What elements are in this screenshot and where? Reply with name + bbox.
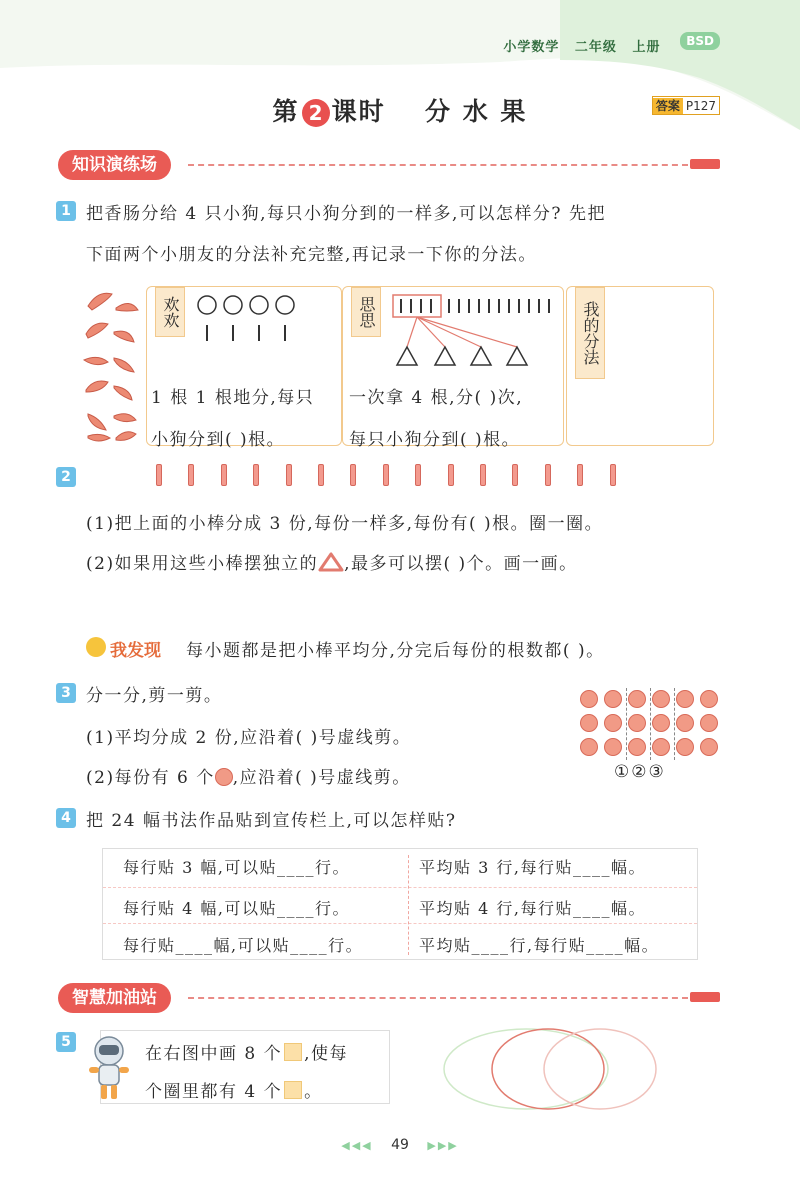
cut-line-1 xyxy=(626,688,627,760)
candy-icon xyxy=(580,690,598,708)
overlapping-circles-diagram[interactable] xyxy=(436,1024,676,1114)
triangle-icon xyxy=(318,552,344,572)
pencil-icon xyxy=(690,992,720,1002)
panel-my-method[interactable] xyxy=(566,286,714,446)
q4-row1-right: 平均贴 3 行,每行贴____幅。 xyxy=(419,858,646,877)
candy-icon xyxy=(700,738,718,756)
candy-icon xyxy=(652,690,670,708)
huanhuan-line1: 1 根 1 根地分,每只 xyxy=(151,388,315,408)
candy-icon xyxy=(628,690,646,708)
q4-row2-right: 平均贴 4 行,每行贴____幅。 xyxy=(419,899,646,918)
page-number: 49 xyxy=(391,1137,409,1153)
q2-part2: (2)如果用这些小棒摆独立的 ,最多可以摆( )个。画一画。 xyxy=(86,554,578,574)
candy-grid xyxy=(578,688,724,764)
q3-part1: (1)平均分成 2 份,应沿着( )号虚线剪。 xyxy=(86,728,412,748)
cut-line-marks: ①②③ xyxy=(614,762,666,782)
q4-fill-table xyxy=(102,848,698,960)
stick xyxy=(480,464,486,486)
robot-icon xyxy=(81,1033,137,1103)
page-footer xyxy=(0,1137,800,1153)
candy-icon xyxy=(652,714,670,732)
panel-tag-huanhuan: 欢欢 xyxy=(155,287,185,337)
lesson-number: 2 xyxy=(302,99,330,127)
question-number: 5 xyxy=(56,1032,76,1052)
panel-tag-mine: 我的分法 xyxy=(575,287,605,379)
square-icon xyxy=(284,1081,302,1099)
candy-icon xyxy=(580,714,598,732)
discover-label: 我发现 xyxy=(110,641,161,661)
candy-icon xyxy=(700,714,718,732)
panel-tag-sisi: 思思 xyxy=(351,287,381,337)
candy-icon xyxy=(604,738,622,756)
sisi-line1: 一次拿 4 根,分( )次, xyxy=(349,388,524,408)
candy-icon xyxy=(628,714,646,732)
stick xyxy=(350,464,356,486)
answer-page: P127 xyxy=(685,99,716,113)
discover-text: 每小题都是把小棒平均分,分完后每份的根数都( )。 xyxy=(186,641,605,661)
stick xyxy=(318,464,324,486)
q4-row3-left: 每行贴____幅,可以贴____行。 xyxy=(123,936,364,955)
question-number: 1 xyxy=(56,201,76,221)
q3-intro: 分一分,剪一剪。 xyxy=(86,686,223,706)
q4-intro: 把 24 幅书法作品贴到宣传栏上,可以怎样贴? xyxy=(86,811,457,831)
cut-line-2 xyxy=(650,688,651,760)
stick xyxy=(448,464,454,486)
q5-box xyxy=(100,1030,390,1104)
candy-icon xyxy=(652,738,670,756)
divider xyxy=(188,164,688,166)
stick xyxy=(188,464,194,486)
sisi-line2: 每只小狗分到( )根。 xyxy=(349,430,521,450)
section-boost xyxy=(58,983,723,1013)
stick xyxy=(286,464,292,486)
answer-ref[interactable] xyxy=(652,96,720,115)
grouping-diagram xyxy=(389,291,559,375)
title-suffix: 课时 xyxy=(331,97,386,126)
series-grade: 二年级 xyxy=(574,40,617,55)
divider xyxy=(188,997,688,999)
question-number: 4 xyxy=(56,808,76,828)
candy-icon xyxy=(628,738,646,756)
candy-icon xyxy=(676,714,694,732)
edition-badge: BSD xyxy=(680,32,720,50)
stick xyxy=(577,464,583,486)
section-practice-label: 知识演练场 xyxy=(58,150,171,180)
title-prefix: 第 xyxy=(272,97,300,126)
q1-text-line1: 把香肠分给 4 只小狗,每只小狗分到的一样多,可以怎样分? 先把 xyxy=(86,204,606,224)
question-number: 2 xyxy=(56,467,76,487)
panel-huanhuan xyxy=(146,286,342,450)
q4-row2-left: 每行贴 4 幅,可以贴____行。 xyxy=(123,899,350,918)
series-subject: 小学数学 xyxy=(503,40,560,55)
lesson-name: 分 水 果 xyxy=(425,97,528,126)
candy-icon xyxy=(604,690,622,708)
series-volume: 上册 xyxy=(632,40,661,55)
section-boost-label: 智慧加油站 xyxy=(58,983,171,1013)
q4-row1-left: 每行贴 3 幅,可以贴____行。 xyxy=(123,858,350,877)
answer-label: 答案 xyxy=(653,98,683,114)
circles-and-sticks-diagram xyxy=(195,293,305,345)
stick xyxy=(221,464,227,486)
q4-row3-right: 平均贴____行,每行贴____幅。 xyxy=(419,936,660,955)
stick xyxy=(610,464,616,486)
candy-icon xyxy=(580,738,598,756)
candy-icon xyxy=(676,690,694,708)
stick xyxy=(512,464,518,486)
stick xyxy=(383,464,389,486)
square-icon xyxy=(284,1043,302,1061)
cut-line-3 xyxy=(674,688,675,760)
stick xyxy=(415,464,421,486)
stick xyxy=(545,464,551,486)
q1-text-line2: 下面两个小朋友的分法补充完整,再记录一下你的分法。 xyxy=(86,245,537,265)
stick xyxy=(156,464,162,486)
candy-icon xyxy=(215,768,233,786)
q5-line1: 在右图中画 8 个 ,使每 xyxy=(145,1044,349,1064)
panel-sisi xyxy=(342,286,564,450)
candy-icon xyxy=(676,738,694,756)
footer-right-arrows: ▶▶▶ xyxy=(427,1139,459,1152)
question-number: 3 xyxy=(56,683,76,703)
candy-icon xyxy=(604,714,622,732)
pencil-icon xyxy=(690,159,720,169)
section-practice xyxy=(58,150,723,180)
q5-line2: 个圈里都有 4 个 。 xyxy=(145,1082,323,1102)
sausages-icon xyxy=(80,286,142,446)
footer-left-arrows: ◀◀◀ xyxy=(341,1139,373,1152)
candy-icon xyxy=(700,690,718,708)
huanhuan-line2: 小狗分到( )根。 xyxy=(151,430,286,450)
stick xyxy=(253,464,259,486)
q2-part1: (1)把上面的小棒分成 3 份,每份一样多,每份有( )根。圈一圈。 xyxy=(86,514,604,534)
lightbulb-icon xyxy=(86,637,106,657)
q3-part2: (2)每份有 6 个 ,应沿着( )号虚线剪。 xyxy=(86,768,411,788)
